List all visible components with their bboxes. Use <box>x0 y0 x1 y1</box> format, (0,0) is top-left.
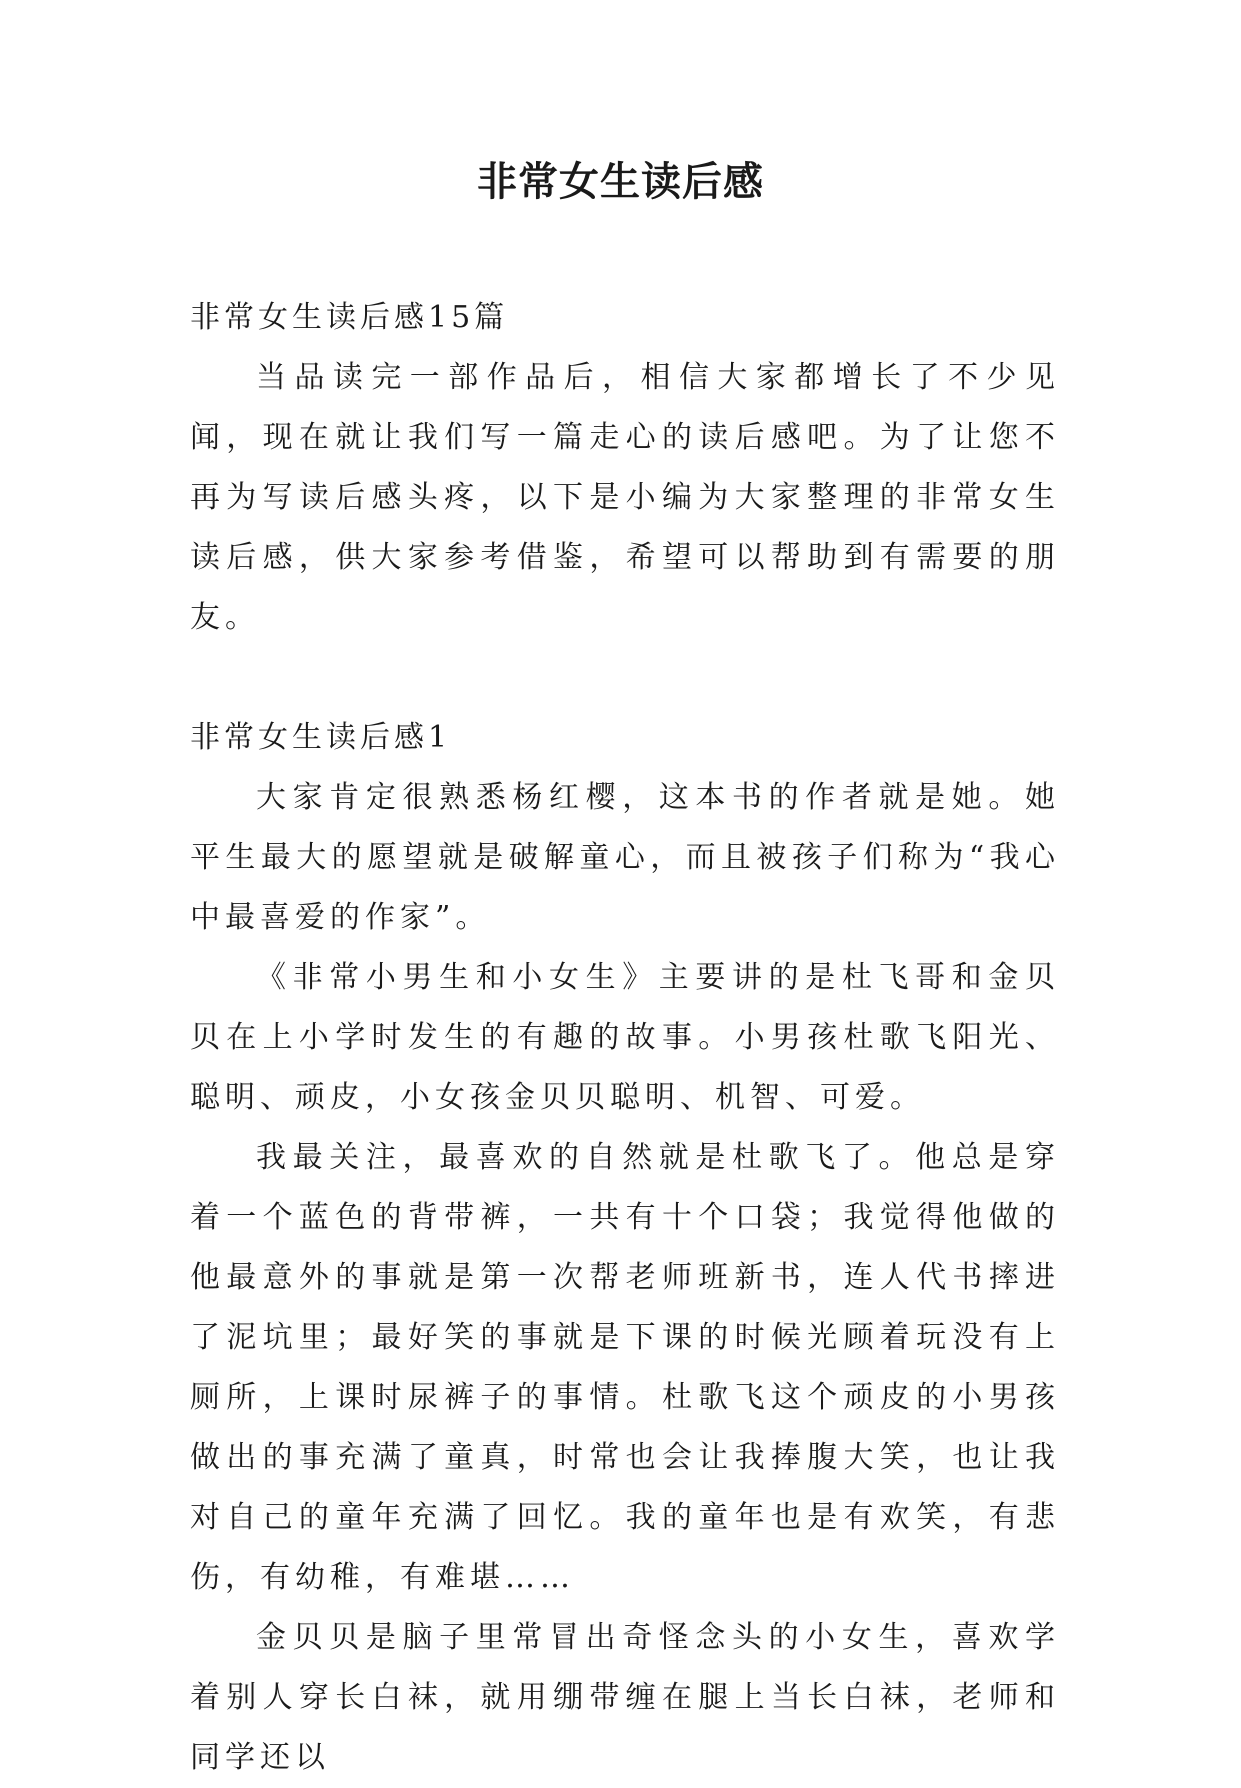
document-subtitle: 非常女生读后感15篇 <box>190 300 509 335</box>
body-paragraph: 《非常小男生和小女生》主要讲的是杜飞哥和金贝贝在上小学时发生的有趣的故事。小男孩杜歌飞阳光、聪明、顽皮，小女孩金贝贝聪明、机智、可爱。 <box>190 960 1060 1115</box>
intro-paragraph: 当品读完一部作品后，相信大家都增长了不少见闻，现在就让我们写一篇走心的读后感吧。为了让您不再为写读后感头疼，以下是小编为大家整理的非常女生读后感，供大家参考借鉴，希望可以帮助到有需要的朋友。 <box>190 360 1060 635</box>
body-paragraph: 我最关注，最喜欢的自然就是杜歌飞了。他总是穿着一个蓝色的背带裤，一共有十个口袋；我觉得他做的他最意外的事就是第一次帮老师班新书，连人代书摔进了泥坑里；最好笑的事就是下课的时候光顾着玩没有上厕所，上课时尿裤子的事情。杜歌飞这个顽皮的小男孩做出的事充满了童真，时常也会让我捧腹大笑，也让我对自己的童年充满了回忆。我的童年也是有欢笑，有悲伤，有幼稚，有难堪…… <box>190 1140 1060 1595</box>
document-title: 非常女生读后感 <box>477 158 764 205</box>
section-spacer <box>190 648 1060 708</box>
body-paragraph: 金贝贝是脑子里常冒出奇怪念头的小女生，喜欢学着别人穿长白袜，就用绷带缠在腿上当长白袜，老师和同学还以 <box>190 1620 1060 1775</box>
document-body <box>190 288 1060 1788</box>
body-paragraph: 大家肯定很熟悉杨红樱，这本书的作者就是她。她平生最大的愿望就是破解童心，而且被孩子们称为“我心中最喜爱的作家”。 <box>190 780 1060 935</box>
section-heading: 非常女生读后感1 <box>190 720 452 755</box>
